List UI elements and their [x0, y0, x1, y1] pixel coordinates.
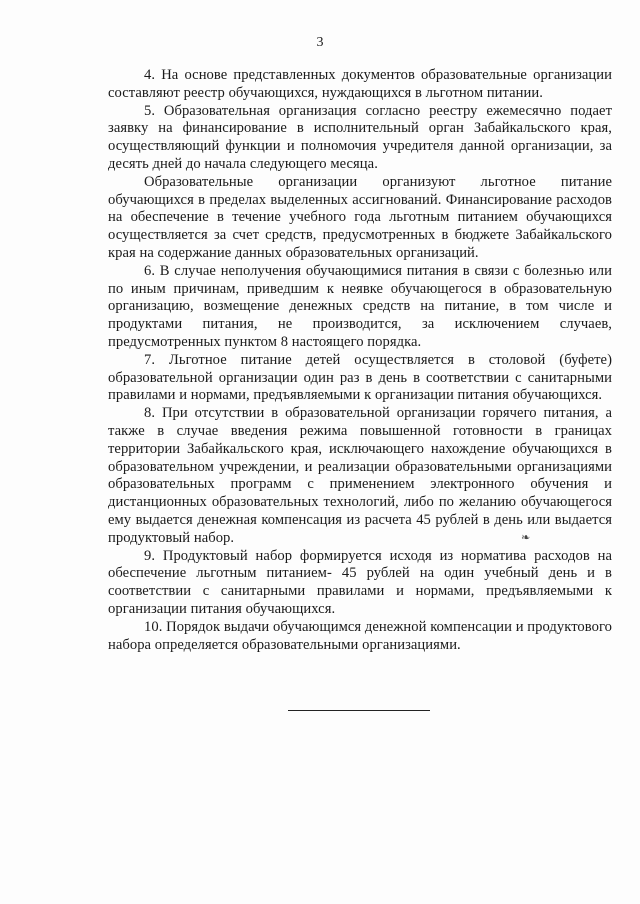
paragraph-8: 8. При отсутствии в образовательной организации горячего питания, а также в случае введения режима повышенной готовности в границах территории Забайкальского края, исключающего нахождение обучающихся в образовательном учреждении, и реализации образовательными организациями образовательных программ с применением электронного обучения и дистанционных образовательных технологий, либо по желанию обучающегося ему выдается денежная компенсация из расчета 45 рублей в день или выдается продуктовый набор.: [108, 405, 612, 546]
document-body: [108, 67, 612, 654]
paragraph-5: 5. Образовательная организация согласно реестру ежемесячно подает заявку на финансирование в исполнительный орган Забайкальского края, осуществляющий функции и полномочия учредителя данной организации, за десять дней до начала следующего месяца.: [108, 102, 612, 172]
closing-divider: [288, 710, 430, 711]
paragraph-4: 4. На основе представленных документов образовательные организации составляют реестр обучающихся, нуждающихся в льготном питании.: [108, 67, 612, 101]
paragraph-6: 6. В случае неполучения обучающимися питания в связи с болезнью или по иным причинам, приведшим к неявке обучающегося в образовательную организацию, возмещение денежных средств на питание, в том числе и продуктами питания, не производится, за исключением случаев, предусмотренных пунктом 8 настоящего порядка.: [108, 262, 612, 350]
paragraph-funding: Образовательные организации организуют льготное питание обучающихся в пределах выделенных ассигнований. Финансирование расходов на обеспечение в течение учебного года льготным питанием обучающихся осуществляется за счет средств, предусмотренных в бюджете Забайкальского края на содержание данных образовательных организаций.: [108, 173, 612, 261]
paragraph-10: 10. Порядок выдачи обучающимся денежной компенсации и продуктового набора определяется образовательными организациями.: [108, 618, 612, 653]
paragraph-7: 7. Льготное питание детей осуществляется в столовой (буфете) образовательной организации один раз в день в соответствии с санитарными правилами и нормами, предъявляемыми к организации питания обучающихся.: [108, 351, 612, 404]
page-number: 3: [316, 35, 324, 50]
paragraph-9: 9. Продуктовый набор формируется исходя из норматива расходов на обеспечение льготным питанием- 45 рублей на один учебный день и в соответствии с санитарными правилами и нормами, предъявляемыми к организации питания обучающихся.: [108, 547, 612, 617]
handwritten-mark-icon: ❧: [521, 531, 531, 544]
